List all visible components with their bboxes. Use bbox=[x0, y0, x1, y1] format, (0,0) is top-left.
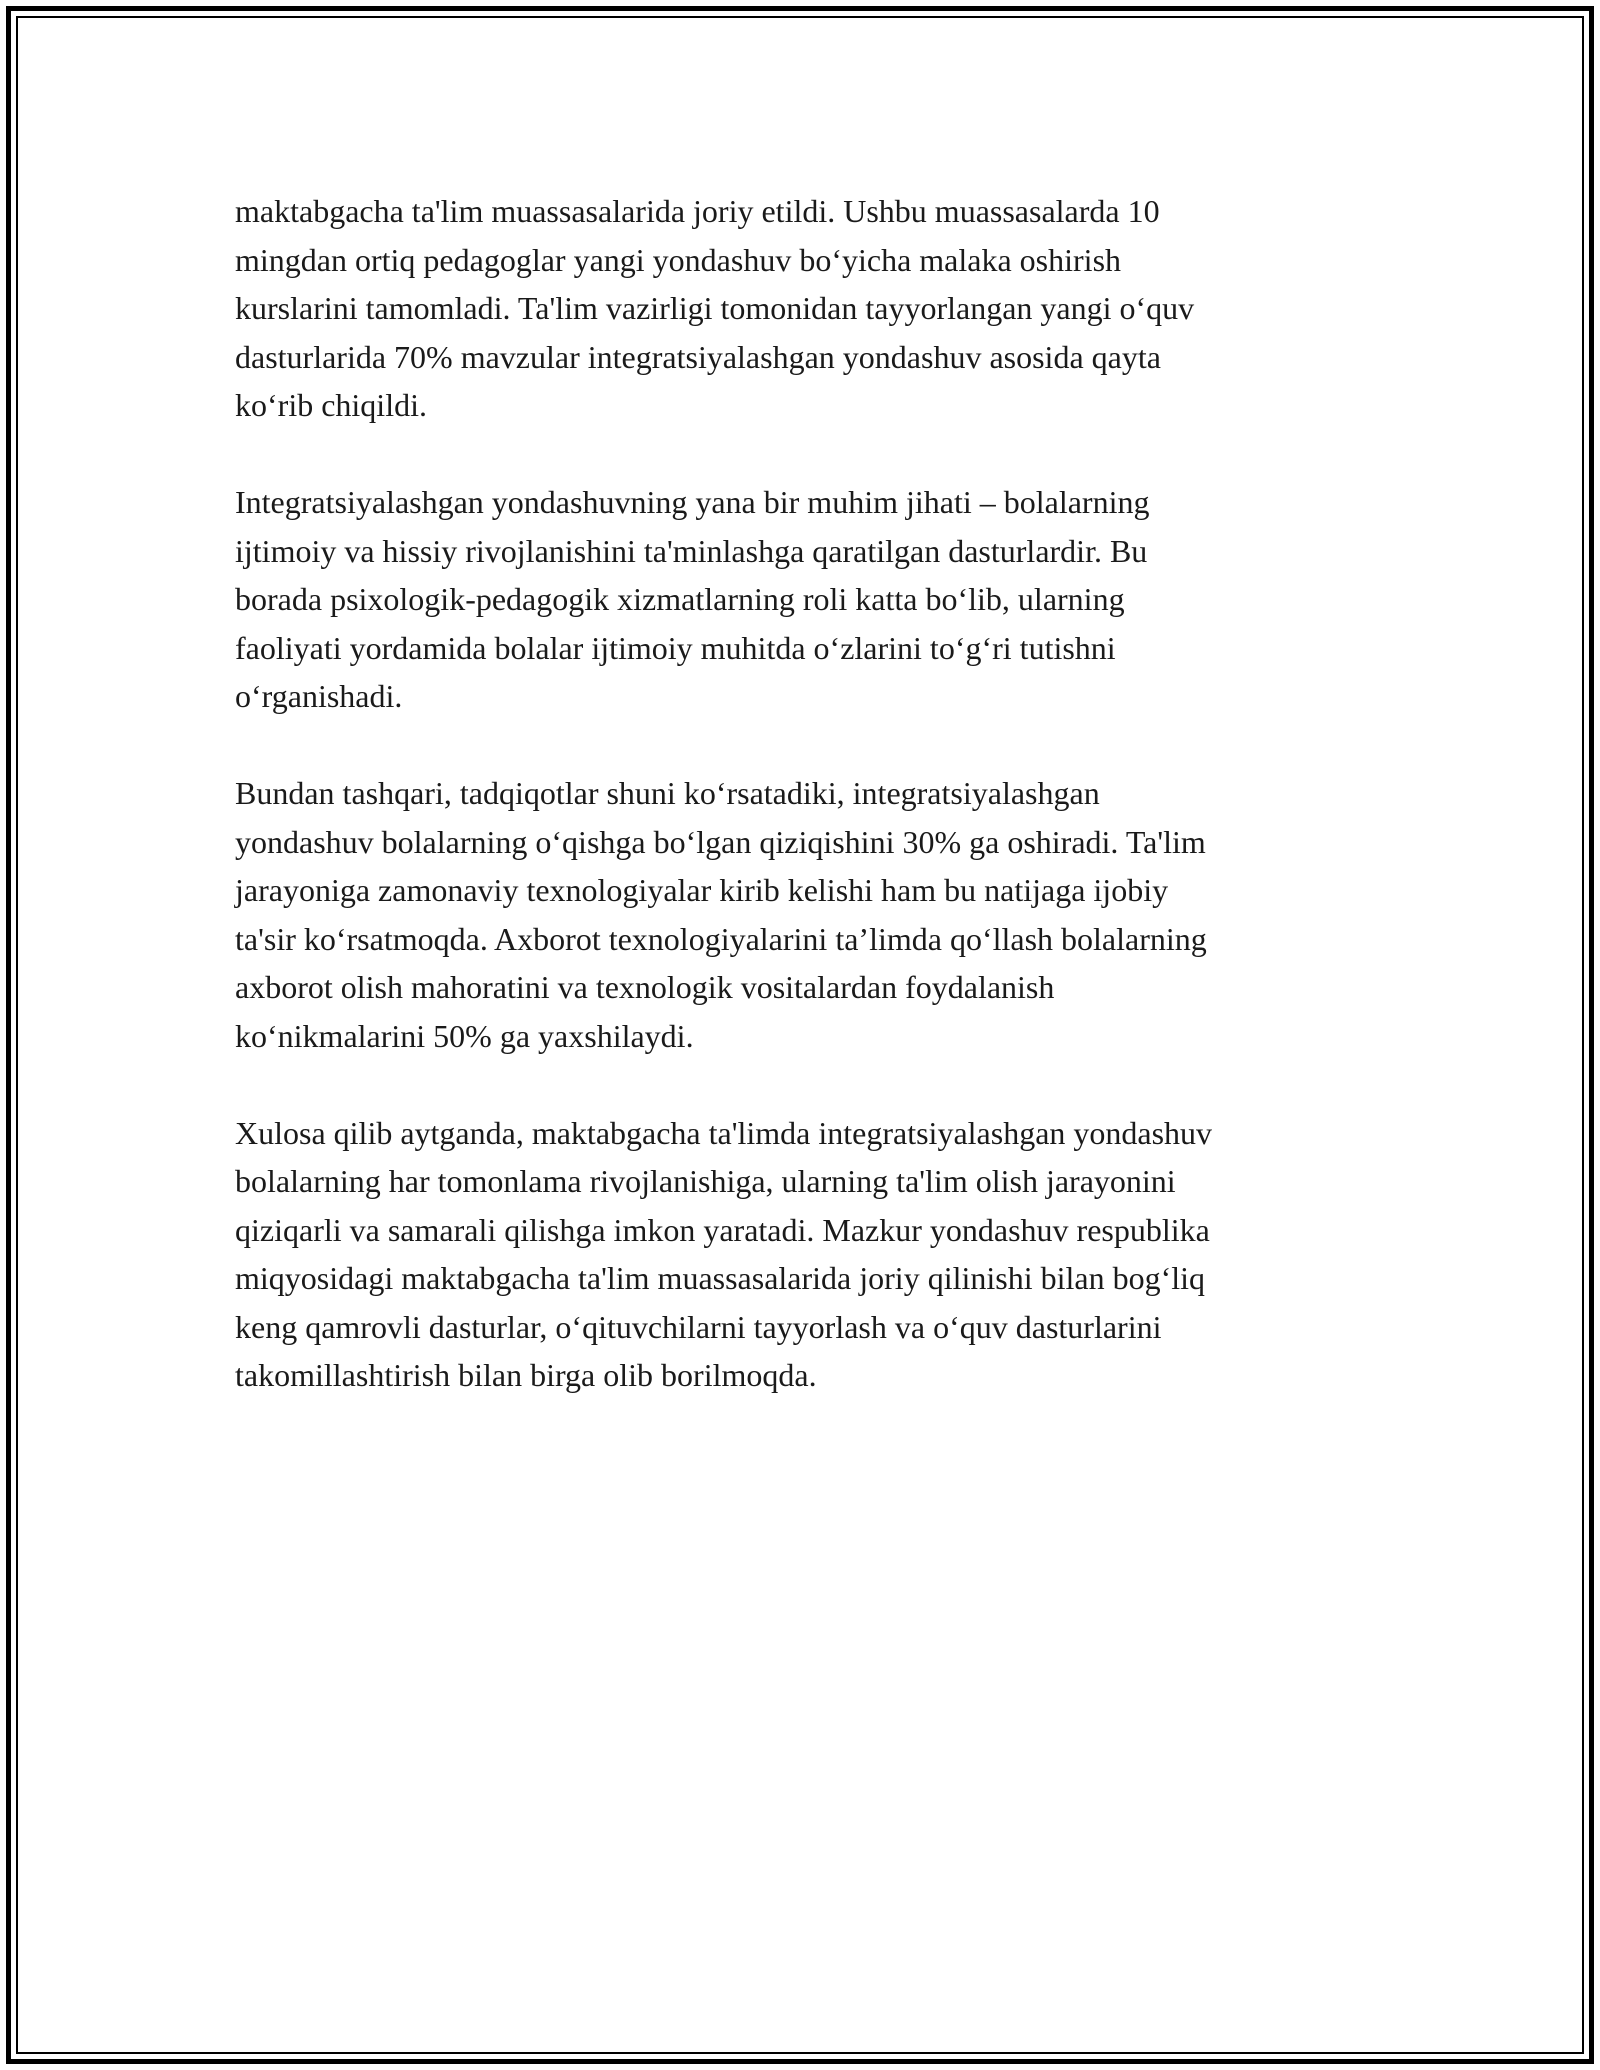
text-line: Xulosa qilib aytganda, maktabgacha ta'limda integratsiyalashgan yondashuv bbox=[235, 1114, 1213, 1151]
text-line: Bundan tashqari, tadqiqotlar shuni ko‘rsatadiki, integratsiyalashgan bbox=[235, 775, 1100, 811]
text-line: mingdan ortiq pedagoglar yangi yondashuv bo‘yicha malaka oshirish bbox=[235, 241, 1122, 278]
text-line: ta'sir ko‘rsatmoqda. Axborot texnologiyalarini ta’limda qo‘llash bolalarning bbox=[235, 920, 1207, 957]
text-line: bolalarning har tomonlama rivojlanishiga, ularning ta'lim olish jarayonini bbox=[235, 1163, 1176, 1199]
text-line: kurslarini tamomladi. Ta'lim vazirligi tomonidan tayyorlangan yangi o‘quv bbox=[235, 290, 1195, 326]
paragraph-4 bbox=[235, 1109, 1365, 1400]
text-line: axborot olish mahoratini va texnologik vositalardan foydalanish bbox=[235, 969, 1055, 1005]
text-line: ijtimoiy va hissiy rivojlanishini ta'minlashga qaratilgan dasturlardir. Bu bbox=[235, 532, 1148, 569]
text-line: borada psixologik-pedagogik xizmatlarning roli katta bo‘lib, ularning bbox=[235, 581, 1125, 617]
paragraph-1 bbox=[235, 187, 1365, 430]
text-line: dasturlarida 70% mavzular integratsiyalashgan yondashuv asosida qayta bbox=[235, 338, 1161, 375]
text-line: qiziqarli va samarali qilishga imkon yaratadi. Mazkur yondashuv respublika bbox=[235, 1211, 1210, 1248]
text-line: keng qamrovli dasturlar, o‘qituvchilarni tayyorlash va o‘quv dasturlarini bbox=[235, 1308, 1162, 1345]
text-line: faoliyati yordamida bolalar ijtimoiy muhitda o‘zlarini to‘g‘ri tutishni bbox=[235, 629, 1116, 666]
text-line: takomillashtirish bilan birga olib borilmoqda. bbox=[235, 1357, 817, 1393]
paragraph-2 bbox=[235, 478, 1365, 721]
document-body bbox=[235, 187, 1365, 1448]
text-line: yondashuv bolalarning o‘qishga bo‘lgan qiziqishini 30% ga oshiradi. Ta'lim bbox=[235, 823, 1206, 860]
text-line: maktabgacha ta'lim muassasalarida joriy etildi. Ushbu muassasalarda 10 bbox=[235, 193, 1160, 229]
text-line: Integratsiyalashgan yondashuvning yana bir muhim jihati – bolalarning bbox=[235, 484, 1150, 520]
paragraph-3 bbox=[235, 769, 1365, 1060]
text-line: ko‘rib chiqildi. bbox=[235, 387, 427, 423]
text-line: jarayoniga zamonaviy texnologiyalar kirib kelishi ham bu natijaga ijobiy bbox=[235, 872, 1169, 908]
text-line: miqyosidagi maktabgacha ta'lim muassasalarida joriy qilinishi bilan bog‘liq bbox=[235, 1260, 1206, 1296]
text-line: o‘rganishadi. bbox=[235, 678, 403, 714]
text-line: ko‘nikmalarini 50% ga yaxshilaydi. bbox=[235, 1017, 694, 1054]
